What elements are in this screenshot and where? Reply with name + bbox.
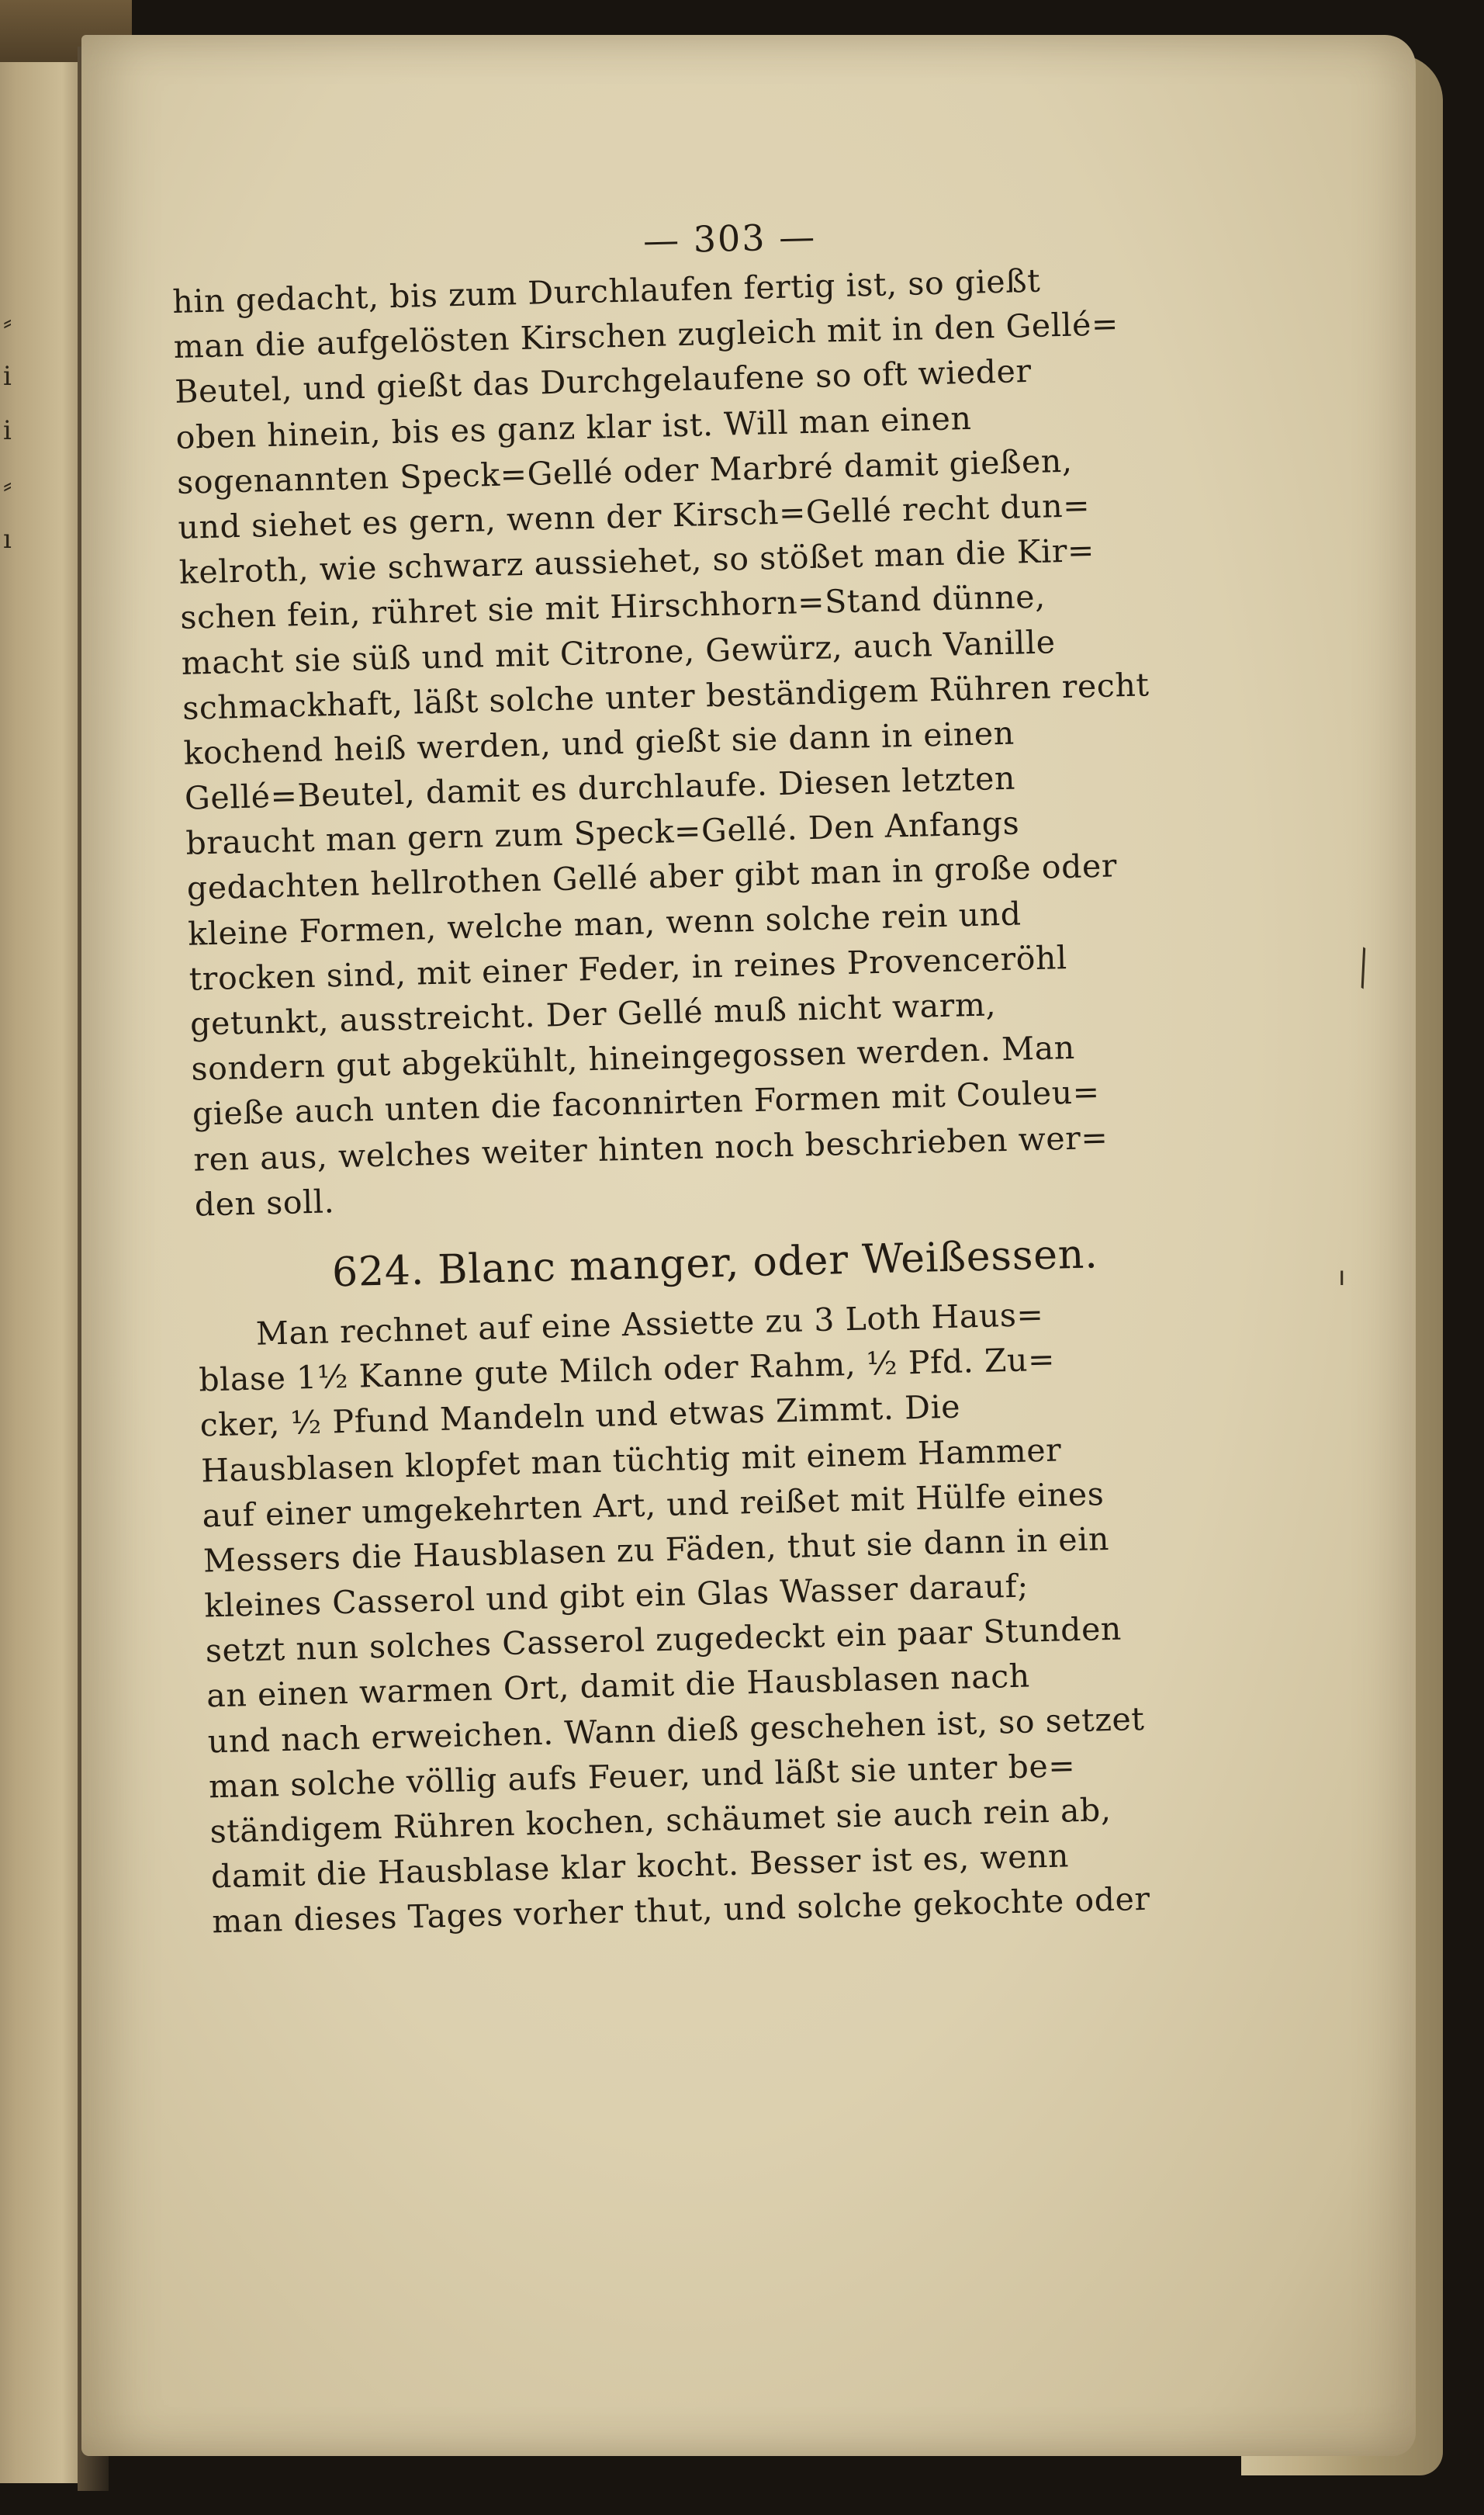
text-line: Man rechnet auf eine Assiette zu 3 Loth Haus= — [255, 1295, 1044, 1353]
text-line: hin gedacht, bis zum Durchlaufen fertig ist, so gießt — [171, 262, 1041, 320]
text-line: man solche völlig aufs Feuer, und läßt sie unter be= — [208, 1746, 1076, 1806]
text-line: sondern gut abgekühlt, hineingegossen werden. Man — [191, 1029, 1076, 1088]
text-line: und nach erweichen. Wann dieß geschehen ist, so setzet — [207, 1699, 1145, 1761]
text-line: Hausblasen klopfet man tüchtig mit einem Hammer — [200, 1430, 1062, 1490]
left-page-margin-marks: ⸗ i i ⸗ ı — [3, 307, 12, 555]
text-line: blase 1½ Kanne gute Milch oder Rahm, ½ Pfd. Zu= — [198, 1340, 1056, 1399]
margin-mark: ╲ — [1346, 948, 1380, 989]
text-line: ständigem Rühren kochen, schäumet sie auch rein ab, — [209, 1790, 1112, 1851]
text-line: man dieses Tages vorher thut, und solche gekochte oder — [211, 1880, 1151, 1941]
page-text-block — [171, 198, 1330, 1945]
text-line: auf einer umgekehrten Art, und reißet mit Hülfe eines — [202, 1474, 1105, 1535]
text-line: kelroth, wie schwarz aussiehet, so stößet man die Kir= — [178, 532, 1095, 591]
text-line: kleines Casserol und gibt ein Glas Wasser darauf; — [203, 1567, 1029, 1625]
section-heading: 624. Blanc manger, oder Weißessen. — [331, 1231, 1099, 1297]
page-number: — 303 — — [642, 215, 817, 262]
text-line: macht sie süß und mit Citrone, Gewürz, auch Vanille — [181, 622, 1057, 682]
text-line: oben hinein, bis es ganz klar ist. Will man einen — [175, 399, 973, 456]
text-line: schen fein, rühret sie mit Hirschhorn=Stand dünne, — [179, 577, 1046, 637]
text-line: damit die Hausblase klar kocht. Besser ist es, wenn — [210, 1837, 1070, 1896]
text-line: Messers die Hausblasen zu Fäden, thut sie dann in ein — [202, 1519, 1110, 1580]
text-line: trocken sind, mit einer Feder, in reines Provenceröhl — [189, 938, 1068, 998]
text-line: gedachten hellrothen Gellé aber gibt man in große oder — [186, 847, 1118, 908]
text-line: ren aus, welches weiter hinten noch beschrieben wer= — [192, 1118, 1109, 1179]
text-line: schmackhaft, läßt solche unter beständigem Rühren recht — [182, 666, 1150, 727]
text-line: man die aufgelösten Kirschen zugleich mit in den Gellé= — [173, 305, 1119, 366]
text-line: den soll. — [194, 1182, 335, 1224]
text-line: getunkt, ausstreicht. Der Gellé muß nicht warm, — [189, 986, 997, 1043]
text-line: braucht man gern zum Speck=Gellé. Den Anfangs — [185, 804, 1020, 863]
text-line: kleine Formen, welche man, wenn solche rein und — [187, 895, 1022, 953]
recipe-paragraph — [197, 1285, 1329, 1945]
text-line: und siehet es gern, wenn der Kirsch=Gellé recht dun= — [177, 487, 1091, 546]
book-page — [81, 35, 1416, 2456]
text-line: sogenannten Speck=Gellé oder Marbré damit gießen, — [176, 442, 1074, 501]
text-line: an einen warmen Ort, damit die Hausblasen nach — [206, 1657, 1031, 1715]
text-line: cker, ½ Pfund Mandeln und etwas Zimmt. Die — [199, 1387, 961, 1444]
paragraph-continued — [172, 252, 1312, 1228]
text-line: Gellé=Beutel, damit es durchlaufe. Diesen letzten — [184, 759, 1016, 817]
text-line: setzt nun solches Casserol zugedeckt ein paar Stunden — [205, 1609, 1123, 1670]
margin-mark: ı — [1338, 1261, 1346, 1292]
text-line: Beutel, und gießt das Durchgelaufene so oft wieder — [174, 352, 1033, 411]
text-line: kochend heiß werden, und gießt sie dann in einen — [183, 714, 1015, 772]
text-line: gieße auch unten die faconnirten Formen mit Couleu= — [192, 1073, 1101, 1134]
